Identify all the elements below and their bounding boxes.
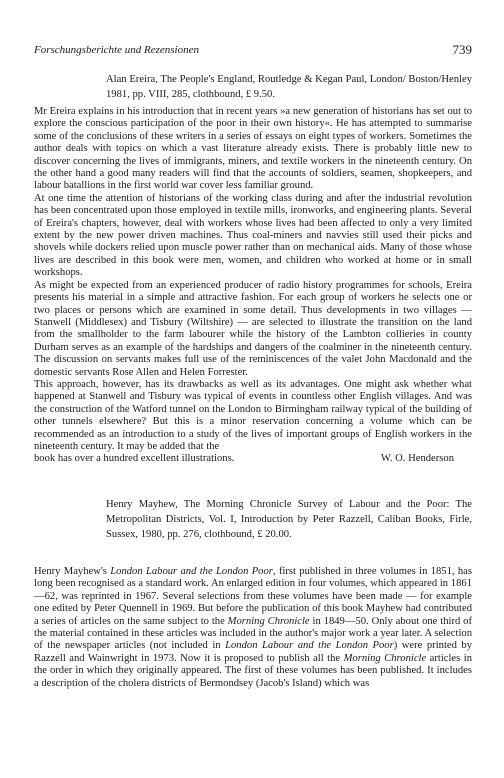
page-number: 739 — [452, 42, 472, 57]
review-paragraph: As might be expected from an experienced producer of radio history programmes for schools, Ereira presents his material in a simple and attractive fashion. For each group of workers he selects one or two places or persons which are examined in some detail. Thus developments in two villages — Stanwell (Middlesex) and Tisbury (Wiltshire) — are selected to illustrate the transition on the land from the smallholder to the farm labourer while the history of the Lambton collieries in county Durham serves as an example of the hardships and dangers of the coalminer in the nineteenth century. The discussion on servants makes full use of the reminiscences of the valet John Macdonald and the domestic servants Rose Allen and Helen Forrester. — [34, 279, 472, 378]
book-title: London Labour and the London Poor — [110, 566, 273, 577]
text-run: Henry Mayhew's — [34, 566, 111, 577]
review-closing-line — [34, 453, 472, 465]
review-paragraph: At one time the attention of historians of the working class during and after the industrial revolution has been concentrated upon those employed in textile mills, ironworks, and engineering plants. Several of Ereira's chapters, however, deal with workers whose lives had been affected to only a very limited extent by the new power driven machines. Thus coal-miners and navvies still used their picks and shovels while dockers relied upon muscle power rather than on mechanical aids. Many of those whose lives are described in this book were men, women, and children who worked at home or in small workshops. — [34, 192, 472, 279]
text-run: ) were printed by Razzell and Wainwright in 1973. Now it is proposed to publish all the — [34, 640, 473, 664]
review-citation-ereira: Alan Ereira, The People's England, Routledge & Kegan Paul, London/ Boston/Henley 1981, pp. VIII, 285, clothbound, £ 9.50. — [106, 74, 472, 100]
journal-section-title: Forschungsberichte und Rezensionen — [34, 44, 199, 56]
review-paragraph: This approach, however, has its drawbacks as well as its advantages. One might ask whether what happened at Stanwell and Tisbury was typical of events in countless other English villages. And was the construction of the Watford tunnel on the London to Birmingham railway typical of the building of other tunnels elsewhere? But this is a minor reservation concerning a volume which can be recommended as an introduction to a study of the lives of important groups of English workers in the nineteenth century. It may be added that the — [34, 378, 472, 452]
review-ereira — [34, 106, 472, 466]
review-mayhew — [34, 566, 472, 690]
text-run: in 1849—50. Only about one third of the material contained in these articles was included in the author's major work a year later. A selection of the newspaper articles (not included in — [34, 615, 472, 652]
review-closing-text: book has over a hundred excellent illustrations. — [34, 453, 235, 465]
newspaper-title: Morning Chronicle — [343, 652, 427, 664]
review-paragraph: Mr Ereira explains in his introduction that in recent years »a new generation of historians has set out to explore the conscious participation of the poor in their own history«. He has attempted to summarise some of the conclusions of these writers in a series of essays on eight types of workers. Sometimes the author deals with topics on which a vast literature already exists. There is probably little new to discover concerning the lives of immigrants, miners, and textile workers in the nineteenth century. On the other hand a good many readers will find that the accounts of soldiers, seamen, shopkeepers, and labour batallions in the first world war cover less familiar ground. — [34, 106, 472, 192]
reviewer-signature: W. O. Henderson — [380, 453, 454, 465]
text-run: , first published in three volumes in 1851, has long been recognised as a standard work. An enlarged edition in four volumes, which appeared in 1861—62, was reprinted in 1967. Several selections from these volumes have been made — for example one edited by Peter Quennell in 1969. But before the publication of this book Mayhew had contributed a series of articles on the same subject to the — [34, 566, 473, 627]
review-paragraph — [34, 566, 472, 690]
book-title: London Labour and the London Poor — [225, 640, 394, 652]
review-citation-mayhew: Henry Mayhew, The Morning Chronicle Survey of Labour and the Poor: The Metropolitan Districts, Vol. I, Introduction by Peter Razzell, Caliban Books, Firle, Sussex, 1980, pp. 276, clothbound, £ 20.00. — [106, 499, 472, 540]
newspaper-title: Morning Chronicle — [227, 615, 310, 627]
running-header — [34, 44, 472, 60]
text-run: articles in the order in which they originally appeared. The first of these volumes has been published. It includes a description of the cholera districts of Bermondsey (Jacob's Island) which was — [34, 652, 473, 689]
